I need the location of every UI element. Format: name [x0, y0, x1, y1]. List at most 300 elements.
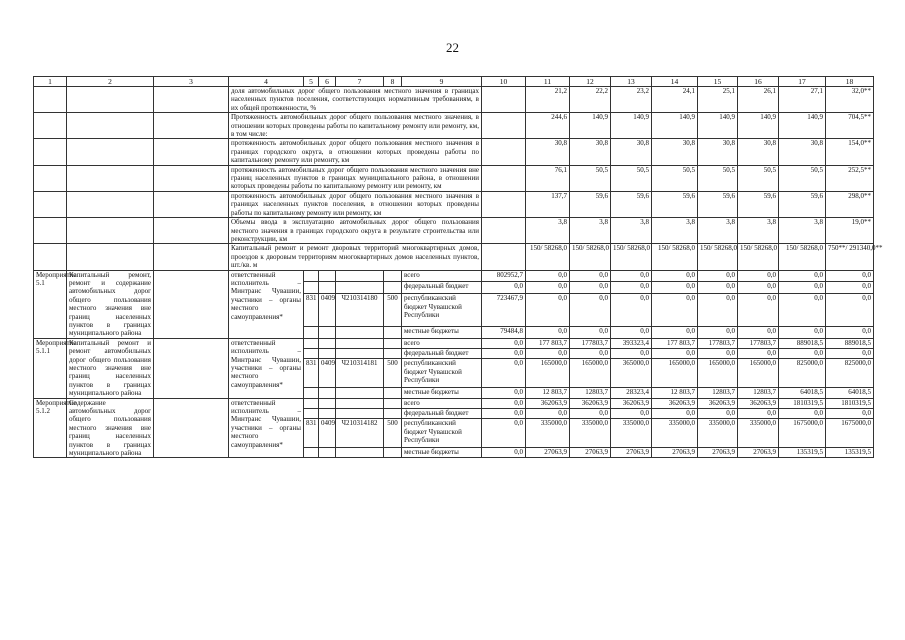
- blank-cell: [34, 113, 67, 139]
- column-number: 18: [826, 77, 874, 87]
- blank-cell: [336, 349, 384, 359]
- column-number: 10: [482, 77, 526, 87]
- indicator-value: 22,2: [570, 87, 611, 113]
- indicator-value: 3,8: [779, 218, 826, 244]
- funding-value: 165000,0: [652, 359, 698, 388]
- funding-value: 0,0: [611, 408, 652, 418]
- funding-value: 0,0: [570, 270, 611, 282]
- indicator-value: 150/ 58268,0: [779, 244, 826, 270]
- funding-value: 27063,9: [611, 448, 652, 458]
- blank-cell: [336, 448, 384, 458]
- indicator-row: [34, 244, 874, 270]
- funding-value: 0,0: [570, 294, 611, 327]
- indicator-text: доля автомобильных дорог общего пользования местного значения в границах населенных пунктов поселения, соответствующих нормативным требованиям, в их общей протяженности, %: [229, 87, 482, 113]
- indicator-value: 150/ 58268,0: [611, 244, 652, 270]
- measure-executor: ответственный исполнитель – Минтранс Чувашии, участники – органы местного самоуправления*: [229, 338, 304, 398]
- funding-value: 0,0: [698, 349, 738, 359]
- blank-cell: [336, 408, 384, 418]
- funding-value: 0,0: [526, 408, 570, 418]
- funding-value: 0,0: [779, 326, 826, 338]
- funding-value: 889018,5: [779, 338, 826, 348]
- funding-value: 165000,0: [738, 359, 779, 388]
- blank-cell: [384, 326, 402, 338]
- blank-cell: [67, 191, 154, 217]
- indicator-value: 24,1: [652, 87, 698, 113]
- blank-cell: [482, 165, 526, 191]
- blank-cell: [319, 349, 336, 359]
- blank-cell: [154, 270, 229, 338]
- blank-cell: [34, 165, 67, 191]
- funding-value: 0,0: [826, 270, 874, 282]
- blank-cell: [67, 244, 154, 270]
- blank-cell: [304, 349, 319, 359]
- funding-value: 0,0: [482, 419, 526, 448]
- indicator-value: 59,6: [698, 191, 738, 217]
- funding-value: 0,0: [611, 294, 652, 327]
- measure-executor: ответственный исполнитель – Минтранс Чувашии, участники – органы местного самоуправления*: [229, 270, 304, 338]
- indicator-value: 30,8: [652, 139, 698, 165]
- column-number: 17: [779, 77, 826, 87]
- indicator-value: 50,5: [611, 165, 652, 191]
- indicator-value: 21,2: [526, 87, 570, 113]
- funding-source: республиканский бюджет Чувашской Республики: [402, 359, 482, 388]
- funding-value: 0,0: [526, 270, 570, 282]
- indicator-value: 50,5: [652, 165, 698, 191]
- blank-cell: [34, 244, 67, 270]
- indicator-value: 150/ 58268,0: [652, 244, 698, 270]
- column-number: 13: [611, 77, 652, 87]
- funding-value: 0,0: [482, 359, 526, 388]
- header-row: [34, 77, 874, 87]
- blank-cell: [154, 191, 229, 217]
- indicator-value: 23,2: [611, 87, 652, 113]
- blank-cell: [304, 398, 319, 408]
- funding-value: 0,0: [738, 408, 779, 418]
- blank-cell: [319, 338, 336, 348]
- blank-cell: [336, 338, 384, 348]
- blank-cell: [304, 388, 319, 398]
- funding-value: 0,0: [738, 326, 779, 338]
- blank-cell: [384, 282, 402, 294]
- measure-name: Капитальный ремонт и ремонт автомобильных дорог общего пользования местного значения вне границ населенных пунктов в границах муниципального района: [67, 338, 154, 398]
- funding-value: 0,0: [779, 349, 826, 359]
- funding-value: 0,0: [570, 326, 611, 338]
- indicator-value: 3,8: [570, 218, 611, 244]
- indicator-value: 30,8: [526, 139, 570, 165]
- funding-value: 0,0: [698, 408, 738, 418]
- funding-value: 335000,0: [738, 419, 779, 448]
- program-table: [33, 76, 883, 458]
- funding-value: 0,0: [779, 282, 826, 294]
- column-number: 12: [570, 77, 611, 87]
- funding-source: федеральный бюджет: [402, 349, 482, 359]
- blank-cell: [482, 244, 526, 270]
- funding-value: 0,0: [611, 282, 652, 294]
- funding-source: местные бюджеты: [402, 448, 482, 458]
- blank-cell: [336, 398, 384, 408]
- funding-value: 0,0: [826, 408, 874, 418]
- funding-value: 0,0: [779, 408, 826, 418]
- funding-source: местные бюджеты: [402, 388, 482, 398]
- funding-value: 135319,5: [826, 448, 874, 458]
- blank-cell: [319, 448, 336, 458]
- indicator-value: 30,8: [738, 139, 779, 165]
- blank-cell: [482, 139, 526, 165]
- rzpr-code: 0409: [319, 294, 336, 327]
- indicator-value: 750**/ 291340,0**: [826, 244, 874, 270]
- funding-value: 0,0: [526, 282, 570, 294]
- column-number: 8: [384, 77, 402, 87]
- funding-value: 723467,9: [482, 294, 526, 327]
- blank-cell: [384, 388, 402, 398]
- blank-cell: [154, 338, 229, 398]
- vr-code: 500: [384, 294, 402, 327]
- grbs-code: 831: [304, 419, 319, 448]
- funding-value: 27063,9: [570, 448, 611, 458]
- funding-value: 0,0: [652, 270, 698, 282]
- blank-cell: [154, 218, 229, 244]
- blank-cell: [384, 408, 402, 418]
- funding-value: 362063,9: [570, 398, 611, 408]
- blank-cell: [67, 87, 154, 113]
- indicator-value: 704,5**: [826, 113, 874, 139]
- indicator-value: 140,9: [698, 113, 738, 139]
- indicator-value: 30,8: [611, 139, 652, 165]
- csr-code: Ч210314180: [336, 294, 384, 327]
- blank-cell: [384, 338, 402, 348]
- column-number: 16: [738, 77, 779, 87]
- indicator-value: 3,8: [652, 218, 698, 244]
- funding-source: всего: [402, 398, 482, 408]
- indicator-value: 59,6: [611, 191, 652, 217]
- funding-value: 177803,7: [738, 338, 779, 348]
- funding-value: 165000,0: [526, 359, 570, 388]
- funding-value: 889018,5: [826, 338, 874, 348]
- funding-value: 362063,9: [698, 398, 738, 408]
- funding-value: 1675000,0: [826, 419, 874, 448]
- blank-cell: [154, 165, 229, 191]
- column-number: 4: [229, 77, 304, 87]
- page-number: 22: [446, 40, 459, 55]
- indicator-value: 3,8: [738, 218, 779, 244]
- blank-cell: [384, 398, 402, 408]
- funding-source: местные бюджеты: [402, 326, 482, 338]
- funding-value: 12 803,7: [526, 388, 570, 398]
- column-number: 3: [154, 77, 229, 87]
- indicator-value: 140,9: [570, 113, 611, 139]
- indicator-value: 3,8: [611, 218, 652, 244]
- blank-cell: [319, 388, 336, 398]
- blank-cell: [319, 270, 336, 282]
- rzpr-code: 0409: [319, 359, 336, 388]
- funding-value: 0,0: [570, 282, 611, 294]
- blank-cell: [336, 388, 384, 398]
- funding-value: 0,0: [482, 282, 526, 294]
- blank-cell: [154, 113, 229, 139]
- blank-cell: [304, 270, 319, 282]
- blank-cell: [384, 270, 402, 282]
- indicator-value: 50,5: [698, 165, 738, 191]
- measure-name: Содержание автомобильных дорог общего пользования местного значения вне границ населенных пунктов в границах муниципального района: [67, 398, 154, 458]
- funding-value: 365000,0: [611, 359, 652, 388]
- measure-label: Мероприятие 5.1: [34, 270, 67, 338]
- indicator-value: 154,0**: [826, 139, 874, 165]
- funding-value: 0,0: [611, 270, 652, 282]
- funding-value: 177 803,7: [652, 338, 698, 348]
- indicator-value: 150/ 58268,0: [570, 244, 611, 270]
- csr-code: Ч210314181: [336, 359, 384, 388]
- funding-source: республиканский бюджет Чувашской Республики: [402, 294, 482, 327]
- funding-source: всего: [402, 338, 482, 348]
- funding-value: 0,0: [826, 282, 874, 294]
- funding-value: 362063,9: [652, 398, 698, 408]
- indicator-row: [34, 87, 874, 113]
- indicator-value: 140,9: [652, 113, 698, 139]
- funding-value: 64018,5: [826, 388, 874, 398]
- indicator-value: 140,9: [738, 113, 779, 139]
- funding-value: 0,0: [698, 270, 738, 282]
- blank-cell: [336, 270, 384, 282]
- funding-value: 165000,0: [570, 359, 611, 388]
- indicator-row: [34, 218, 874, 244]
- funding-value: 335000,0: [570, 419, 611, 448]
- funding-value: 0,0: [698, 326, 738, 338]
- funding-value: 335000,0: [698, 419, 738, 448]
- indicator-text: протяженность автомобильных дорог общего пользования местного значения в границах населенных пунктов поселения, в отношении которых проведены работы по капитальному ремонту или ремонту, км: [229, 191, 482, 217]
- funding-value: 0,0: [738, 282, 779, 294]
- funding-source: республиканский бюджет Чувашской Республики: [402, 419, 482, 448]
- blank-cell: [154, 87, 229, 113]
- indicator-value: 30,8: [779, 139, 826, 165]
- funding-value: 0,0: [611, 349, 652, 359]
- funding-source: федеральный бюджет: [402, 408, 482, 418]
- blank-cell: [34, 139, 67, 165]
- csr-code: Ч210314182: [336, 419, 384, 448]
- funding-value: 0,0: [779, 294, 826, 327]
- blank-cell: [34, 191, 67, 217]
- funding-source: федеральный бюджет: [402, 282, 482, 294]
- funding-value: 335000,0: [526, 419, 570, 448]
- funding-value: 1675000,0: [779, 419, 826, 448]
- indicator-value: 25,1: [698, 87, 738, 113]
- indicator-value: 76,1: [526, 165, 570, 191]
- funding-value: 0,0: [738, 270, 779, 282]
- blank-cell: [384, 349, 402, 359]
- funding-value: 0,0: [698, 294, 738, 327]
- funding-value: 0,0: [526, 326, 570, 338]
- vr-code: 500: [384, 419, 402, 448]
- indicator-row: [34, 113, 874, 139]
- blank-cell: [67, 113, 154, 139]
- funding-value: 0,0: [738, 349, 779, 359]
- indicator-value: 140,9: [611, 113, 652, 139]
- column-number: 2: [67, 77, 154, 87]
- indicator-value: 3,8: [526, 218, 570, 244]
- funding-value: 0,0: [826, 349, 874, 359]
- funding-value: 135319,5: [779, 448, 826, 458]
- blank-cell: [67, 165, 154, 191]
- blank-cell: [319, 398, 336, 408]
- funding-value: 0,0: [652, 408, 698, 418]
- funding-value: 0,0: [826, 294, 874, 327]
- funding-value: 27063,9: [652, 448, 698, 458]
- funding-row: [34, 398, 874, 408]
- funding-value: 0,0: [652, 349, 698, 359]
- blank-cell: [67, 139, 154, 165]
- funding-value: 393323,4: [611, 338, 652, 348]
- funding-value: 0,0: [482, 349, 526, 359]
- blank-cell: [304, 448, 319, 458]
- funding-value: 0,0: [526, 294, 570, 327]
- grbs-code: 831: [304, 359, 319, 388]
- funding-value: 825000,0: [826, 359, 874, 388]
- column-number: 6: [319, 77, 336, 87]
- funding-value: 0,0: [652, 326, 698, 338]
- funding-value: 0,0: [652, 282, 698, 294]
- indicator-value: 30,8: [698, 139, 738, 165]
- funding-value: 177803,7: [698, 338, 738, 348]
- funding-value: 0,0: [482, 448, 526, 458]
- blank-cell: [319, 408, 336, 418]
- funding-value: 12 803,7: [652, 388, 698, 398]
- indicator-value: 59,6: [738, 191, 779, 217]
- funding-value: 0,0: [482, 338, 526, 348]
- indicator-value: 26,1: [738, 87, 779, 113]
- blank-cell: [319, 282, 336, 294]
- blank-cell: [482, 218, 526, 244]
- funding-row: [34, 270, 874, 282]
- blank-cell: [304, 282, 319, 294]
- indicator-value: 3,8: [698, 218, 738, 244]
- indicator-value: 150/ 58268,0: [738, 244, 779, 270]
- indicator-text: протяженность автомобильных дорог общего пользования местного значения в границах городского округа, в отношении которых проведены работы по капитальному ремонту или ремонту, км: [229, 139, 482, 165]
- indicator-value: 19,0**: [826, 218, 874, 244]
- column-number: 15: [698, 77, 738, 87]
- blank-cell: [34, 87, 67, 113]
- funding-value: 335000,0: [611, 419, 652, 448]
- vr-code: 500: [384, 359, 402, 388]
- funding-value: 0,0: [526, 349, 570, 359]
- column-number: 11: [526, 77, 570, 87]
- indicator-value: 137,7: [526, 191, 570, 217]
- blank-cell: [482, 113, 526, 139]
- funding-value: 79484,8: [482, 326, 526, 338]
- indicator-text: Капитальный ремонт и ремонт дворовых территорий многоквартирных домов, проездов к дворовым территориям многоквартирных домов населенных пунктов, шт./кв. м: [229, 244, 482, 270]
- indicator-value: 59,6: [570, 191, 611, 217]
- measure-label: Мероприятие 5.1.2: [34, 398, 67, 458]
- blank-cell: [304, 338, 319, 348]
- indicator-value: 150/ 58268,0: [526, 244, 570, 270]
- funding-value: 0,0: [826, 326, 874, 338]
- column-number: 1: [34, 77, 67, 87]
- indicator-value: 244,6: [526, 113, 570, 139]
- indicator-value: 30,8: [570, 139, 611, 165]
- indicator-value: 50,5: [570, 165, 611, 191]
- funding-source: всего: [402, 270, 482, 282]
- funding-value: 335000,0: [652, 419, 698, 448]
- indicator-value: 150/ 58268,0: [698, 244, 738, 270]
- funding-value: 1810319,5: [826, 398, 874, 408]
- indicator-row: [34, 139, 874, 165]
- funding-value: 12803,7: [738, 388, 779, 398]
- indicator-value: 27,1: [779, 87, 826, 113]
- blank-cell: [482, 191, 526, 217]
- measure-executor: ответственный исполнитель – Минтранс Чувашии, участники – органы местного самоуправления*: [229, 398, 304, 458]
- funding-value: 0,0: [570, 349, 611, 359]
- funding-value: 0,0: [611, 326, 652, 338]
- funding-value: 165000,0: [698, 359, 738, 388]
- blank-cell: [319, 326, 336, 338]
- blank-cell: [336, 282, 384, 294]
- indicator-row: [34, 165, 874, 191]
- funding-value: 27063,9: [738, 448, 779, 458]
- blank-cell: [154, 139, 229, 165]
- column-number: 7: [336, 77, 384, 87]
- indicator-text: Объемы ввода в эксплуатацию автомобильных дорог общего пользования местного значения в границах городского округа в результате строительства или реконструкции, км: [229, 218, 482, 244]
- blank-cell: [304, 326, 319, 338]
- indicator-value: 298,0**: [826, 191, 874, 217]
- funding-value: 12803,7: [698, 388, 738, 398]
- funding-value: 362063,9: [526, 398, 570, 408]
- indicator-value: 252,5**: [826, 165, 874, 191]
- indicator-value: 50,5: [738, 165, 779, 191]
- blank-cell: [67, 218, 154, 244]
- funding-value: 802952,7: [482, 270, 526, 282]
- blank-cell: [482, 87, 526, 113]
- funding-value: 0,0: [570, 408, 611, 418]
- funding-value: 27063,9: [698, 448, 738, 458]
- funding-value: 825000,0: [779, 359, 826, 388]
- indicator-value: 59,6: [652, 191, 698, 217]
- indicator-value: 140,9: [779, 113, 826, 139]
- funding-value: 177803,7: [570, 338, 611, 348]
- rzpr-code: 0409: [319, 419, 336, 448]
- funding-value: 0,0: [652, 294, 698, 327]
- blank-cell: [304, 408, 319, 418]
- funding-value: 0,0: [779, 270, 826, 282]
- funding-value: 362063,9: [611, 398, 652, 408]
- indicator-value: 50,5: [779, 165, 826, 191]
- blank-cell: [154, 398, 229, 458]
- funding-row: [34, 338, 874, 348]
- indicator-value: 32,0**: [826, 87, 874, 113]
- funding-value: 362063,9: [738, 398, 779, 408]
- funding-value: 0,0: [482, 398, 526, 408]
- column-number: 9: [402, 77, 482, 87]
- column-number: 14: [652, 77, 698, 87]
- indicator-text: Протяженность автомобильных дорог общего пользования местного значения, в отношении которых проведены работы по капитальному ремонту или ремонту, км, в том числе:: [229, 113, 482, 139]
- measure-label: Мероприятие 5.1.1: [34, 338, 67, 398]
- funding-value: 0,0: [698, 282, 738, 294]
- funding-value: 12803,7: [570, 388, 611, 398]
- indicator-row: [34, 191, 874, 217]
- funding-value: 0,0: [738, 294, 779, 327]
- funding-value: 64018,5: [779, 388, 826, 398]
- indicator-value: 59,6: [779, 191, 826, 217]
- funding-value: 28323,4: [611, 388, 652, 398]
- blank-cell: [384, 448, 402, 458]
- blank-cell: [154, 244, 229, 270]
- blank-cell: [34, 218, 67, 244]
- funding-value: 27063,9: [526, 448, 570, 458]
- column-number: 5: [304, 77, 319, 87]
- blank-cell: [336, 326, 384, 338]
- funding-value: 177 803,7: [526, 338, 570, 348]
- grbs-code: 831: [304, 294, 319, 327]
- measure-name: Капитальный ремонт, ремонт и содержание автомобильных дорог общего пользования местного значения вне границ населенных пунктов в границах муниципального района: [67, 270, 154, 338]
- indicator-text: протяженность автомобильных дорог общего пользования местного значения вне границ населенных пунктов в границах муниципального района, в отношении которых проведены работы по капитальному ремонту или ремонту, км: [229, 165, 482, 191]
- funding-value: 0,0: [482, 388, 526, 398]
